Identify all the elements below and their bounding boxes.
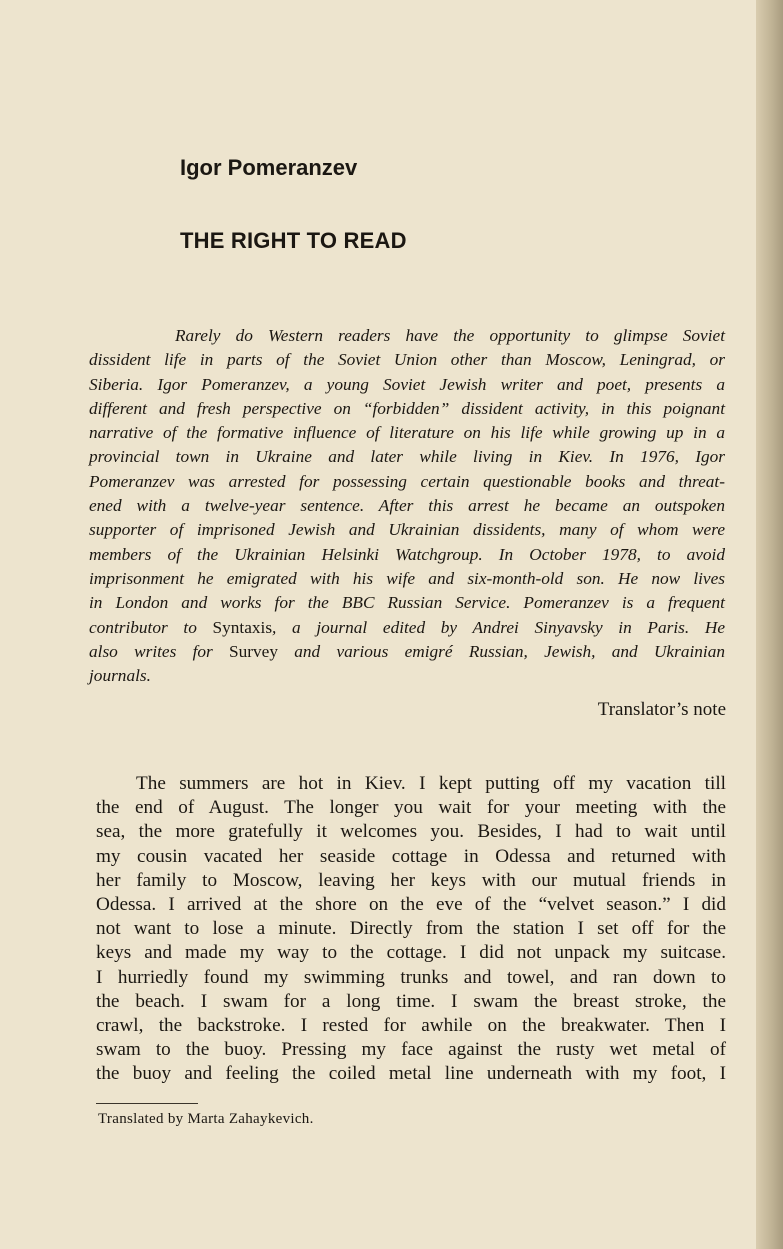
- body-line: keys and made my way to the cottage. I did not unpack my suitcase.: [96, 942, 726, 964]
- intro-line: members of the Ukrainian Helsinki Watchgroup. In October 1978, to avoid: [89, 544, 725, 564]
- journal-title-syntaxis: Syntaxis: [212, 617, 273, 637]
- body-line: sea, the more gratefully it welcomes you. Besides, I had to wait until: [96, 821, 726, 843]
- body-text: [96, 772, 726, 1087]
- body-line: Odessa. I arrived at the shore on the eve of the “velvet season.” I did: [96, 894, 726, 916]
- intro-line: supporter of imprisoned Jewish and Ukrainian dissidents, many of whom were: [89, 520, 725, 540]
- translators-note-attribution: Translator’s note: [597, 699, 726, 720]
- body-line: my cousin vacated her seaside cottage in Odessa and returned with: [96, 845, 726, 867]
- body-line: her family to Moscow, leaving her keys with our mutual friends in: [96, 869, 726, 891]
- intro-text: , a journal edited by Andrei Sinyavsky in Paris. He: [272, 617, 726, 637]
- intro-text: also writes for: [89, 641, 230, 661]
- intro-text: contributor to: [89, 617, 213, 637]
- intro-line: Rarely do Western readers have the opportunity to glimpse Soviet: [175, 326, 725, 345]
- intro-line: Pomeranzev was arrested for possessing certain questionable books and threat-: [89, 471, 725, 491]
- footnote: Translated by Marta Zahaykevich.: [98, 1111, 314, 1127]
- body-line: swam to the buoy. Pressing my face against the rusty wet metal of: [96, 1039, 726, 1061]
- intro-line: journals.: [89, 666, 151, 686]
- intro-line: [89, 616, 725, 640]
- body-line: the beach. I swam for a long time. I swam the breast stroke, the: [96, 990, 726, 1012]
- author-name: Igor Pomeranzev: [180, 155, 358, 180]
- intro-line: imprisonment he emigrated with his wife and six-month-old son. He now lives: [89, 568, 725, 588]
- body-line: I hurriedly found my swimming trunks and towel, and ran down to: [96, 966, 726, 988]
- intro-line: different and fresh perspective on “forbidden” dissident activity, in this poignant: [89, 398, 725, 418]
- intro-line: [89, 640, 725, 664]
- intro-text: and various emigré Russian, Jewish, and Ukrainian: [278, 641, 725, 661]
- intro-line: Siberia. Igor Pomeranzev, a young Soviet Jewish writer and poet, presents a: [89, 374, 725, 394]
- journal-title-survey: Survey: [229, 641, 278, 661]
- translator-introduction: [89, 324, 725, 688]
- footnote-divider: [96, 1103, 198, 1104]
- body-line: the end of August. The longer you wait for your meeting with the: [96, 797, 726, 819]
- page-edge: [756, 0, 783, 1249]
- intro-line: in London and works for the BBC Russian Service. Pomeranzev is a frequent: [89, 593, 725, 613]
- intro-line: dissident life in parts of the Soviet Union other than Moscow, Leningrad, or: [89, 350, 725, 370]
- body-line: The summers are hot in Kiev. I kept putting off my vacation till: [136, 773, 726, 794]
- intro-line: provincial town in Ukraine and later while living in Kiev. In 1976, Igor: [89, 447, 725, 467]
- body-line: the buoy and feeling the coiled metal line underneath with my foot, I: [96, 1063, 726, 1085]
- intro-line: ened with a twelve-year sentence. After this arrest he became an outspoken: [89, 496, 725, 516]
- body-line: not want to lose a minute. Directly from the station I set off for the: [96, 918, 726, 940]
- essay-title: THE RIGHT TO READ: [180, 228, 407, 253]
- body-line: crawl, the backstroke. I rested for awhile on the breakwater. Then I: [96, 1015, 726, 1037]
- intro-line: narrative of the formative influence of literature on his life while growing up in a: [89, 423, 725, 443]
